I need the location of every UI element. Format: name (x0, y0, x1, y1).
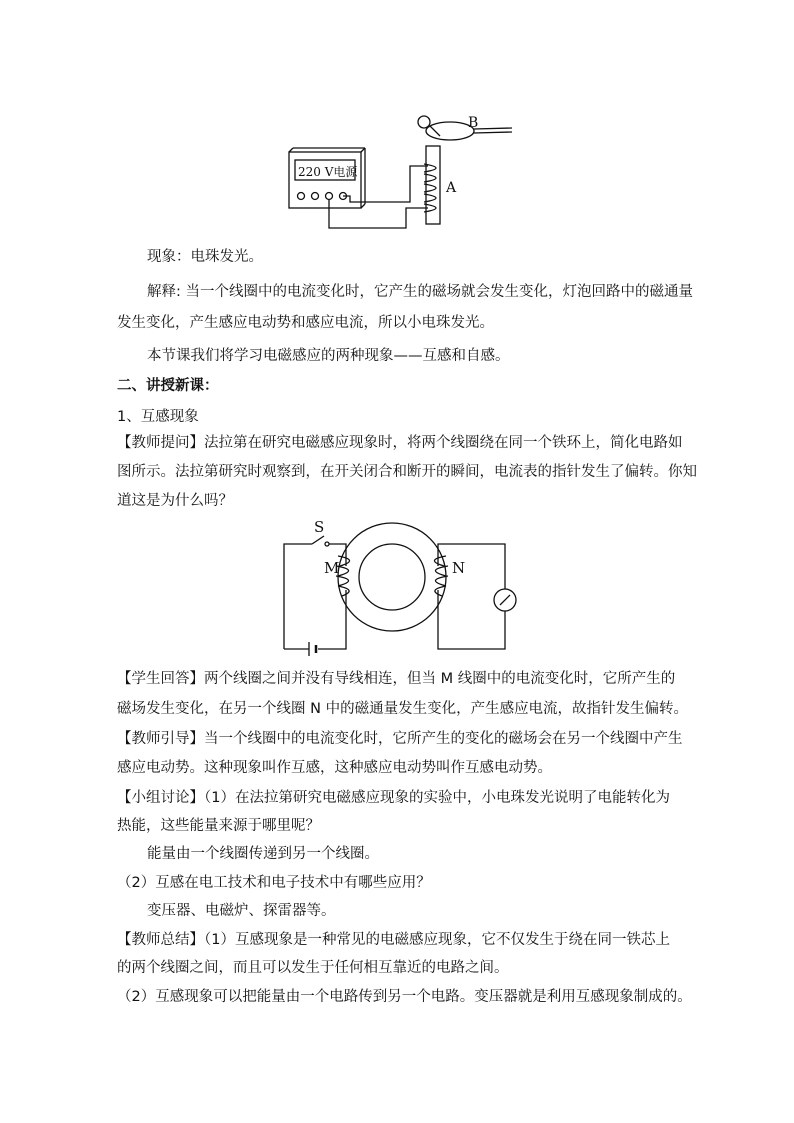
terminal-3 (326, 193, 333, 200)
figure-iron-ring-circuit (0, 515, 794, 665)
terminal-2 (312, 193, 319, 200)
summary-line-1: 【教师总结】（1）互感现象是一种常见的电磁感应现象，它不仅发生于绕在同一铁芯上 (117, 932, 670, 948)
discussion-answer-2: 变压器、电磁炉、探雷器等。 (147, 903, 336, 919)
question-line-1: 【教师提问】法拉第在研究电磁感应现象时，将两个线圈绕在同一个铁环上，简化电路如 (117, 435, 683, 451)
guide-line-1: 【教师引导】当一个线圈中的电流变化时，它所产生的变化的磁场会在另一个线圈中产生 (117, 731, 683, 747)
guide-line-2: 感应电动势。这种现象叫作互感，这种感应电动势叫作互感电动势。 (117, 760, 552, 776)
coil-n-label: N (452, 559, 466, 577)
discussion-line-2: 热能，这些能量来源于哪里呢？ (117, 818, 320, 834)
discussion-line-3: （2）互感在电工技术和电子技术中有哪些应用？ (117, 875, 431, 891)
bulb-icon (418, 116, 430, 128)
answer-line-2: 磁场发生变化，在另一个线圈 N 中的磁通量发生变化，产生感应电流，故指针发生偏转。 (117, 701, 689, 717)
answer-line-1: 【学生回答】两个线圈之间并没有导线相连，但当 M 线圈中的电流变化时，它所产生的 (117, 671, 676, 687)
summary-line-2: 的两个线圈之间，而且可以发生于任何相互靠近的电路之间。 (117, 960, 509, 976)
terminal-1 (298, 193, 305, 200)
explanation-line-2: 发生变化，产生感应电动势和感应电流，所以小电珠发光。 (117, 315, 494, 331)
switch-label: S (314, 518, 325, 536)
question-line-2: 图所示。法拉第研究时观察到，在开关闭合和断开的瞬间，电流表的指针发生了偏转。你知 (117, 464, 697, 480)
iron-ring-outer (338, 523, 446, 631)
loop-b (426, 122, 474, 140)
explanation-line-1: 解释: 当一个线圈中的电流变化时，它产生的磁场就会发生变化，灯泡回路中的磁通量 (147, 284, 693, 300)
switch-s (312, 536, 324, 544)
discussion-line-1: 【小组讨论】（1）在法拉第研究电磁感应现象的实验中，小电珠发光说明了电能转化为 (117, 790, 670, 806)
coil-a-label: A (446, 180, 457, 196)
figure-power-coil-bulb (0, 0, 794, 240)
iron-ring-inner (359, 544, 425, 610)
phenomenon-text: 现象：电珠发光。 (147, 249, 263, 265)
question-line-3: 道这是为什么吗？ (117, 493, 233, 509)
section-heading: 二、讲授新课： (117, 378, 219, 394)
discussion-answer-1: 能量由一个线圈传递到另一个线圈。 (147, 846, 379, 862)
power-supply-label: 220 V电源 (298, 165, 358, 179)
coil-m-label: M (324, 559, 340, 577)
loop-b-label: B (468, 115, 479, 131)
summary-line-3: （2）互感现象可以把能量由一个电路传到另一个电路。变压器就是利用互感现象制成的。 (117, 989, 692, 1005)
intro-text: 本节课我们将学习电磁感应的两种现象——互感和自感。 (147, 348, 510, 364)
sub-heading: 1、互感现象 (117, 409, 199, 425)
